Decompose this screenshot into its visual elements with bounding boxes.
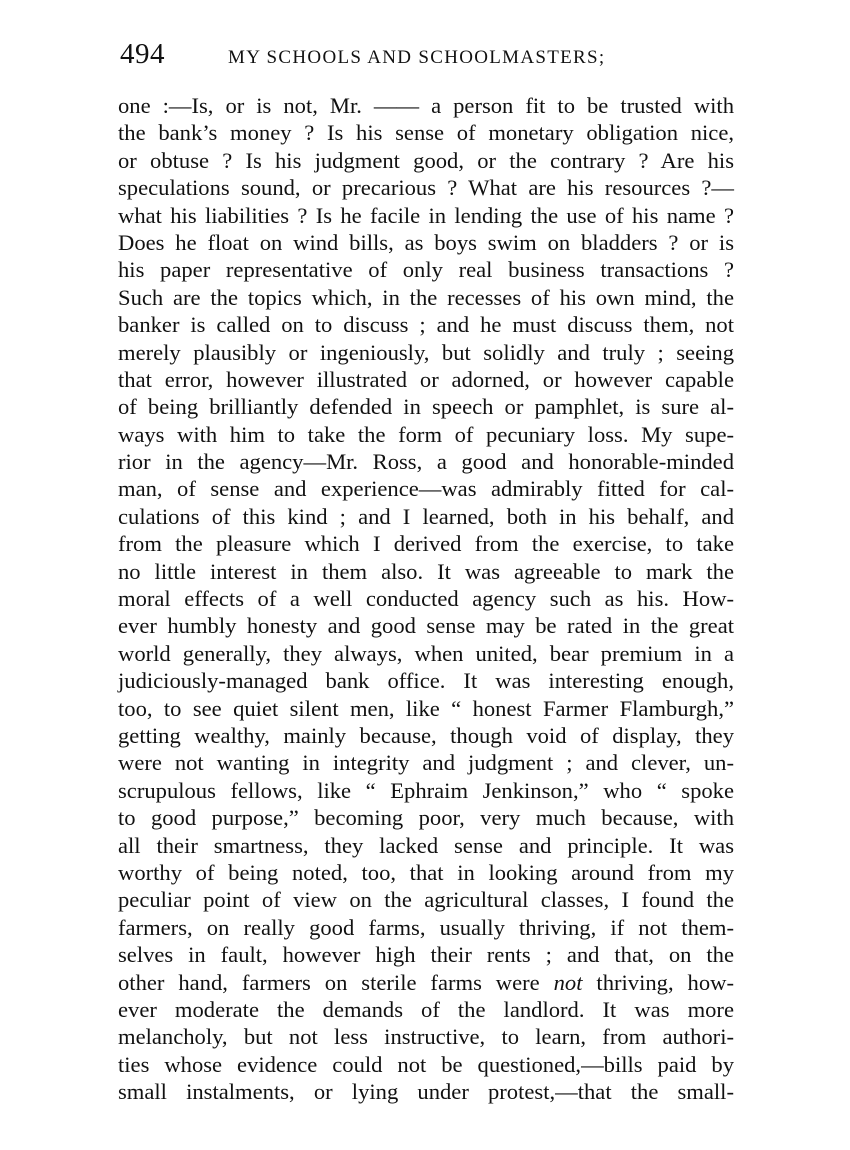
text-line: of being brilliantly defended in speech or pamphlet, is sure al- (118, 394, 734, 420)
text-line: man, of sense and experience—was admirably fitted for cal- (118, 476, 734, 502)
text-line: ever moderate the demands of the landlord. It was more (118, 996, 734, 1022)
text-line: ways with him to take the form of pecuniary loss. My supe- (118, 421, 734, 447)
text-line-with-italic (118, 969, 734, 996)
body-text (118, 92, 734, 1105)
text-line: peculiar point of view on the agricultural classes, I found the (118, 887, 734, 913)
text-line: selves in fault, however high their rents ; and that, on the (118, 942, 734, 968)
text-run: other hand, farmers on sterile farms were (118, 969, 554, 995)
text-line: small instalments, or lying under protest,—that the small- (118, 1079, 734, 1105)
text-line: culations of this kind ; and I learned, both in his behalf, and (118, 503, 734, 529)
text-line: the bank’s money ? Is his sense of monetary obligation nice, (118, 120, 734, 146)
text-line: Does he float on wind bills, as boys swim on bladders ? or is (118, 229, 734, 255)
running-title: MY SCHOOLS AND SCHOOLMASTERS; (228, 47, 606, 68)
page-number: 494 (120, 38, 165, 70)
text-line: all their smartness, they lacked sense and principle. It was (118, 832, 734, 858)
text-line: worthy of being noted, too, that in looking around from my (118, 859, 734, 885)
text-line: getting wealthy, mainly because, though void of display, they (118, 722, 734, 748)
text-line: what his liabilities ? Is he facile in lending the use of his name ? (118, 202, 734, 228)
text-line: one :—Is, or is not, Mr. —— a person fit to be trusted with (118, 93, 734, 118)
text-line: merely plausibly or ingeniously, but solidly and truly ; seeing (118, 339, 734, 365)
text-line: that error, however illustrated or adorned, or however capable (118, 366, 734, 392)
text-line: judiciously-managed bank office. It was interesting enough, (118, 668, 734, 694)
text-line: or obtuse ? Is his judgment good, or the contrary ? Are his (118, 147, 734, 173)
text-line: scrupulous fellows, like “ Ephraim Jenkinson,” who “ spoke (118, 777, 734, 803)
text-line: Such are the topics which, in the recesses of his own mind, the (118, 284, 734, 310)
text-run: thriving, how- (582, 969, 734, 995)
text-line: no little interest in them also. It was agreeable to mark the (118, 558, 734, 584)
text-line: banker is called on to discuss ; and he must discuss them, not (118, 312, 734, 338)
text-line: his paper representative of only real business transactions ? (118, 257, 734, 283)
text-line: rior in the agency—Mr. Ross, a good and honorable-minded (118, 449, 734, 475)
text-line: world generally, they always, when united, bear premium in a (118, 640, 734, 666)
text-line: moral effects of a well conducted agency such as his. How- (118, 586, 734, 612)
text-line: melancholy, but not less instructive, to learn, from authori- (118, 1024, 734, 1050)
running-head (120, 38, 740, 72)
text-line: were not wanting in integrity and judgment ; and clever, un- (118, 750, 734, 776)
text-line: to good purpose,” becoming poor, very much because, with (118, 805, 734, 831)
text-line: ties whose evidence could not be questioned,—bills paid by (118, 1051, 734, 1077)
italic-text: not (553, 969, 583, 995)
text-line: from the pleasure which I derived from the exercise, to take (118, 531, 734, 557)
text-line: too, to see quiet silent men, like “ honest Farmer Flamburgh,” (118, 695, 734, 721)
text-line: ever humbly honesty and good sense may be rated in the great (118, 613, 734, 639)
text-line: speculations sound, or precarious ? What are his resources ?— (118, 175, 734, 201)
text-line: farmers, on really good farms, usually thriving, if not them- (118, 914, 734, 940)
